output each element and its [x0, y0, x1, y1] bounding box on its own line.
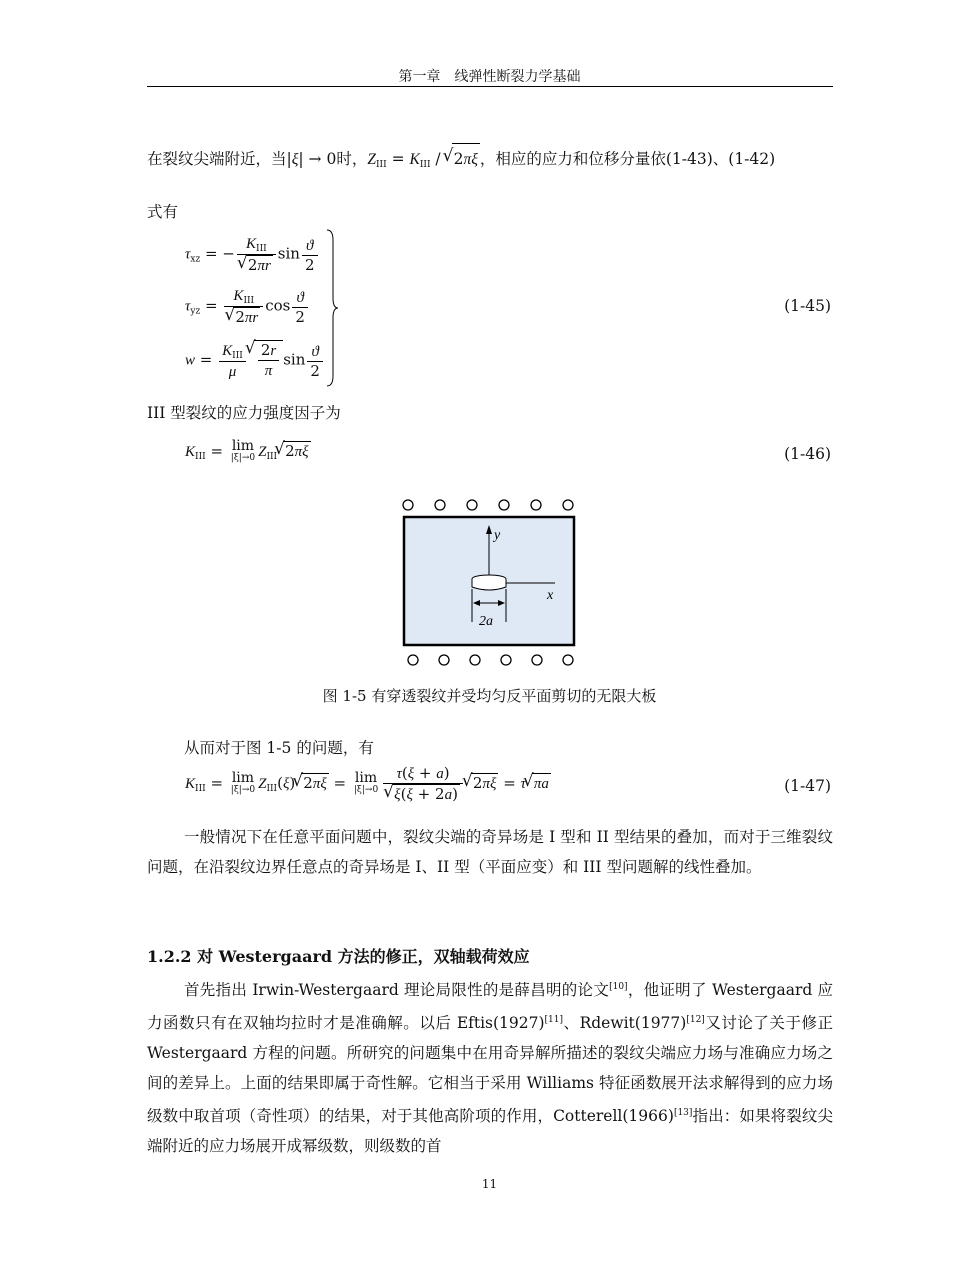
eq-number-1-47: (1-47): [784, 777, 831, 795]
para1-text-b: 时，: [336, 150, 368, 168]
section-heading: 1.2.2 对 Westergaard 方法的修正，双轴载荷效应: [147, 947, 530, 966]
eq-number-1-46: (1-46): [784, 445, 831, 463]
figure-plate-diagram: [395, 495, 585, 670]
header-rule: [147, 86, 833, 87]
equation-1-46: $K_{III} = \lim$ |ξ|→0 $Z_{III}√$ 2πξ: [185, 440, 311, 464]
right-brace: [325, 228, 339, 388]
eq-w: w = $\frac{K_{III}}{\mu}$ √ $\frac{2r}{\pi}$ sin $\frac{ϑ}{2}$: [185, 340, 325, 381]
para5-text-4: 又讨论了关于修正 Westergaard 方程的问题。所研究的问题集中在用奇异解所描述的裂纹尖端应力场与准确应力场之间的差异上。上面的结果即属于奇性解。它相当于采用 Williams 特征函数展开法求解得到的应力场级数中取首项（奇性项）的结果，对于其他高阶项的作用，Cotterell(1966): [147, 1014, 833, 1126]
para5-text-2: ，他证明了 Westergaard 应力函数只有在双轴均拉时才是准确解。以后 Eftis(1927): [147, 981, 833, 1033]
paragraph-intro: [147, 143, 833, 227]
equation-1-45: [185, 228, 345, 388]
paragraph-superposition: 一般情况下在任意平面问题中，裂纹尖端的奇异场是 I 型和 II 型结果的叠加，而对于三维裂纹问题，在沿裂纹边界任意点的奇异场是 I、II 型（平面应变）和 III 型问题解的线性叠加。: [147, 828, 833, 876]
para5-text-1: 首先指出 Irwin-Westergaard 理论局限性的是薛昌明的论文: [184, 981, 610, 1000]
figure-caption: 图 1-5 有穿透裂纹并受均匀反平面剪切的无限大板: [322, 687, 657, 705]
crack-body: [472, 579, 506, 590]
formula-z3: $Z_{III} = K_{III}$ / √ 2πξ: [367, 150, 480, 168]
citation-12[interactable]: [12]: [686, 1015, 705, 1026]
equation-1-47: $K_{III} = \lim$ |ξ|→0 $Z_{III}(\xi)√$ 2πξ = lim |ξ|→0 τ(ξ + a) √ ξ(ξ + 2a) √ 2πξ = τ√ πa: [185, 764, 551, 804]
running-header: 第一章 线弹性断裂力学基础: [398, 69, 581, 85]
para5-text-3: 、Rdewit(1977): [563, 1014, 687, 1033]
formula-xi-limit: |ξ| → 0: [286, 150, 337, 168]
paragraph-fig-ref: 从而对于图 1-5 的问题，有: [184, 739, 374, 757]
page-number: 11: [481, 1177, 498, 1191]
label-2a: 2a: [479, 614, 493, 629]
paragraph-k3: III 型裂纹的应力强度因子为: [147, 404, 341, 422]
bottom-rollers: [408, 655, 573, 665]
para1-text-a: 在裂纹尖端附近，当: [147, 150, 287, 168]
paragraph-westergaard: [147, 972, 833, 1161]
para1-text-c: ，相应的应力和位移分量依(1-43)、(1-42): [479, 150, 776, 168]
citation-10[interactable]: [10]: [609, 982, 628, 992]
citation-11[interactable]: [11]: [544, 1015, 564, 1026]
eq-tau-xz: $\tau_{xz}$ = − $K_{III}$ √ 2πr sin $\frac{ϑ}{2}$: [185, 234, 320, 275]
top-rollers: [403, 500, 573, 510]
label-x: x: [547, 588, 554, 603]
eq-number-1-45: (1-45): [784, 297, 831, 315]
citation-13[interactable]: [13]: [673, 1108, 693, 1119]
eq-tau-yz: $\tau_{yz}$ = $K_{III}$ √ 2πr cos $\frac{ϑ}{2}$: [185, 286, 310, 327]
para1-text-line2: 式有: [147, 203, 179, 221]
para5-text-5: 指出：如果将裂纹尖端附近的应力场展开成幂级数，则级数的首: [147, 1107, 833, 1156]
label-y: y: [494, 528, 501, 543]
